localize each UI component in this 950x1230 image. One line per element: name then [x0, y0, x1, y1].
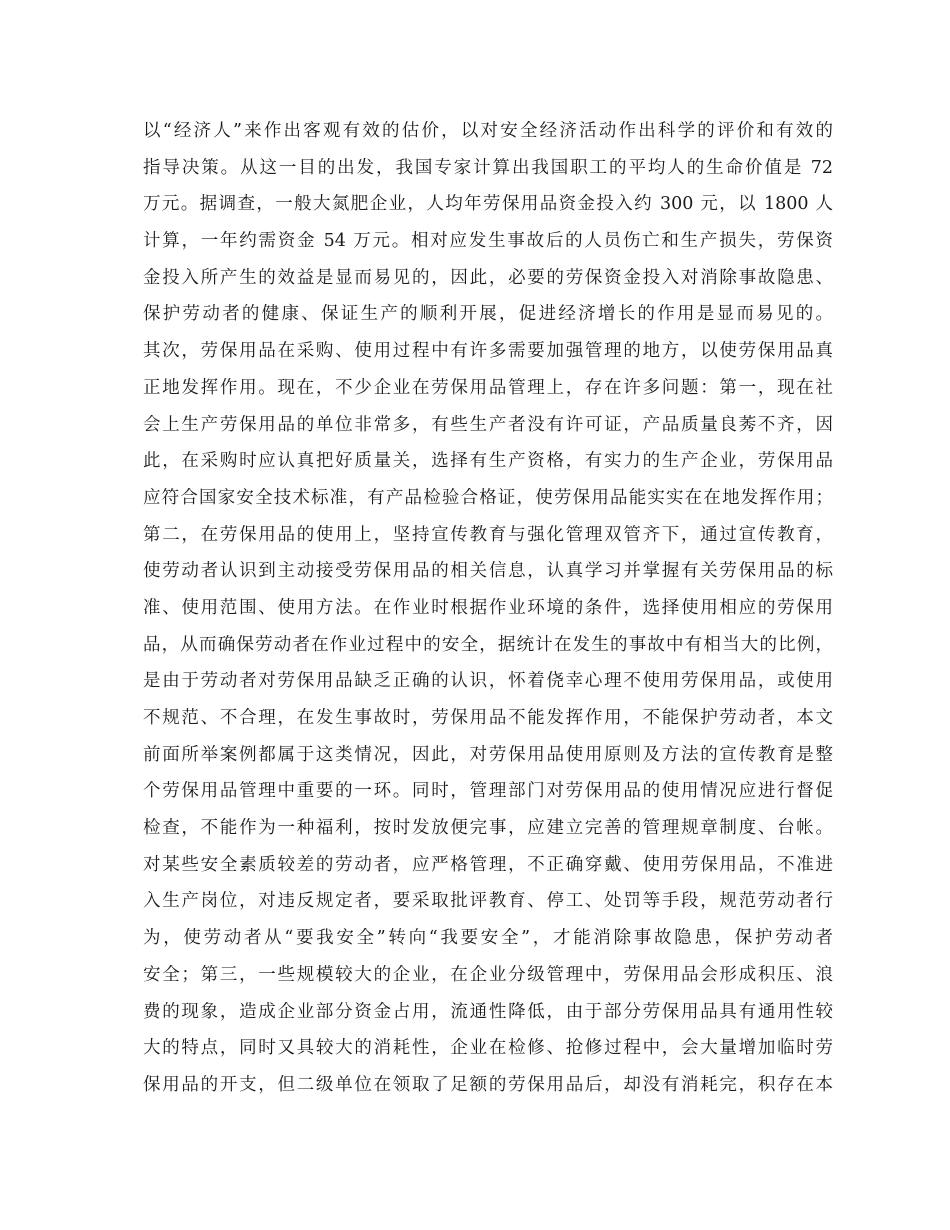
text-line: 其次，劳保用品在采购、使用过程中有许多需要加强管理的地方，以使劳保用品真: [143, 341, 833, 362]
text-line: 保用品的开支，但二级单位在领取了足额的劳保用品后，却没有消耗完，积存在本: [143, 1074, 833, 1095]
text-line: 正地发挥作用。现在，不少企业在劳保用品管理上，存在许多问题：第一，现在社: [143, 377, 833, 398]
text-line: 此，在采购时应认真把好质量关，选择有生产资格，有实力的生产企业，劳保用品: [143, 451, 833, 472]
text-line: 以“经济人”来作出客观有效的估价，以对安全经济活动作出科学的评价和有效的: [143, 121, 833, 141]
text-line: 保护劳动者的健康、保证生产的顺利开展，促进经济增长的作用是显而易见的。: [143, 304, 833, 325]
text-line: 会上生产劳保用品的单位非常多，有些生产者没有许可证，产品质量良莠不齐，因: [143, 414, 833, 435]
text-line: 前面所举案例都属于这类情况，因此，对劳保用品使用原则及方法的宣传教育是整: [143, 744, 833, 765]
text-line: 金投入所产生的效益是显而易见的，因此，必要的劳保资金投入对消除事故隐患、: [143, 267, 833, 288]
text-line: 检查，不能作为一种福利，按时发放便完事，应建立完善的管理规章制度、台帐。: [143, 818, 833, 839]
text-line: 准、使用范围、使用方法。在作业时根据作业环境的条件，选择使用相应的劳保用: [143, 597, 833, 618]
text-line: 万元。据调查，一般大氮肥企业，人均年劳保用品资金投入约 300 元，以 1800 人: [143, 194, 833, 215]
text-line: 第二，在劳保用品的使用上，坚持宣传教育与强化管理双管齐下，通过宣传教育，: [143, 524, 833, 545]
text-line: 计算，一年约需资金 54 万元。相对应发生事故后的人员伤亡和生产损失，劳保资: [143, 231, 833, 252]
text-line: 费的现象，造成企业部分资金占用，流通性降低，由于部分劳保用品具有通用性较: [143, 1001, 833, 1022]
text-line: 个劳保用品管理中重要的一环。同时，管理部门对劳保用品的使用情况应进行督促: [143, 781, 833, 802]
text-line: 是由于劳动者对劳保用品缺乏正确的认识，怀着侥幸心理不使用劳保用品，或使用: [143, 671, 833, 692]
text-line: 对某些安全素质较差的劳动者，应严格管理，不正确穿戴、使用劳保用品，不准进: [143, 854, 833, 875]
text-line: 为，使劳动者从“要我安全”转向“我要安全”，才能消除事故隐患，保护劳动者: [143, 928, 833, 949]
text-line: 安全；第三，一些规模较大的企业，在企业分级管理中，劳保用品会形成积压、浪: [143, 964, 833, 985]
text-line: 指导决策。从这一目的出发，我国专家计算出我国职工的平均人的生命价值是 72: [143, 157, 833, 178]
text-line: 不规范、不合理，在发生事故时，劳保用品不能发挥作用，不能保护劳动者，本文: [143, 708, 833, 728]
text-line: 使劳动者认识到主动接受劳保用品的相关信息，认真学习并掌握有关劳保用品的标: [143, 561, 833, 582]
text-line: 品，从而确保劳动者在作业过程中的安全，据统计在发生的事故中有相当大的比例，: [143, 634, 833, 655]
text-line: 应符合国家安全技术标准，有产品检验合格证，使劳保用品能实实在在地发挥作用；: [143, 487, 833, 508]
text-line: 大的特点，同时又具较大的消耗性，企业在检修、抢修过程中，会大量增加临时劳: [143, 1038, 833, 1059]
body-text: [143, 113, 833, 1104]
text-line: 入生产岗位，对违反规定者，要采取批评教育、停工、处罚等手段，规范劳动者行: [143, 891, 833, 912]
